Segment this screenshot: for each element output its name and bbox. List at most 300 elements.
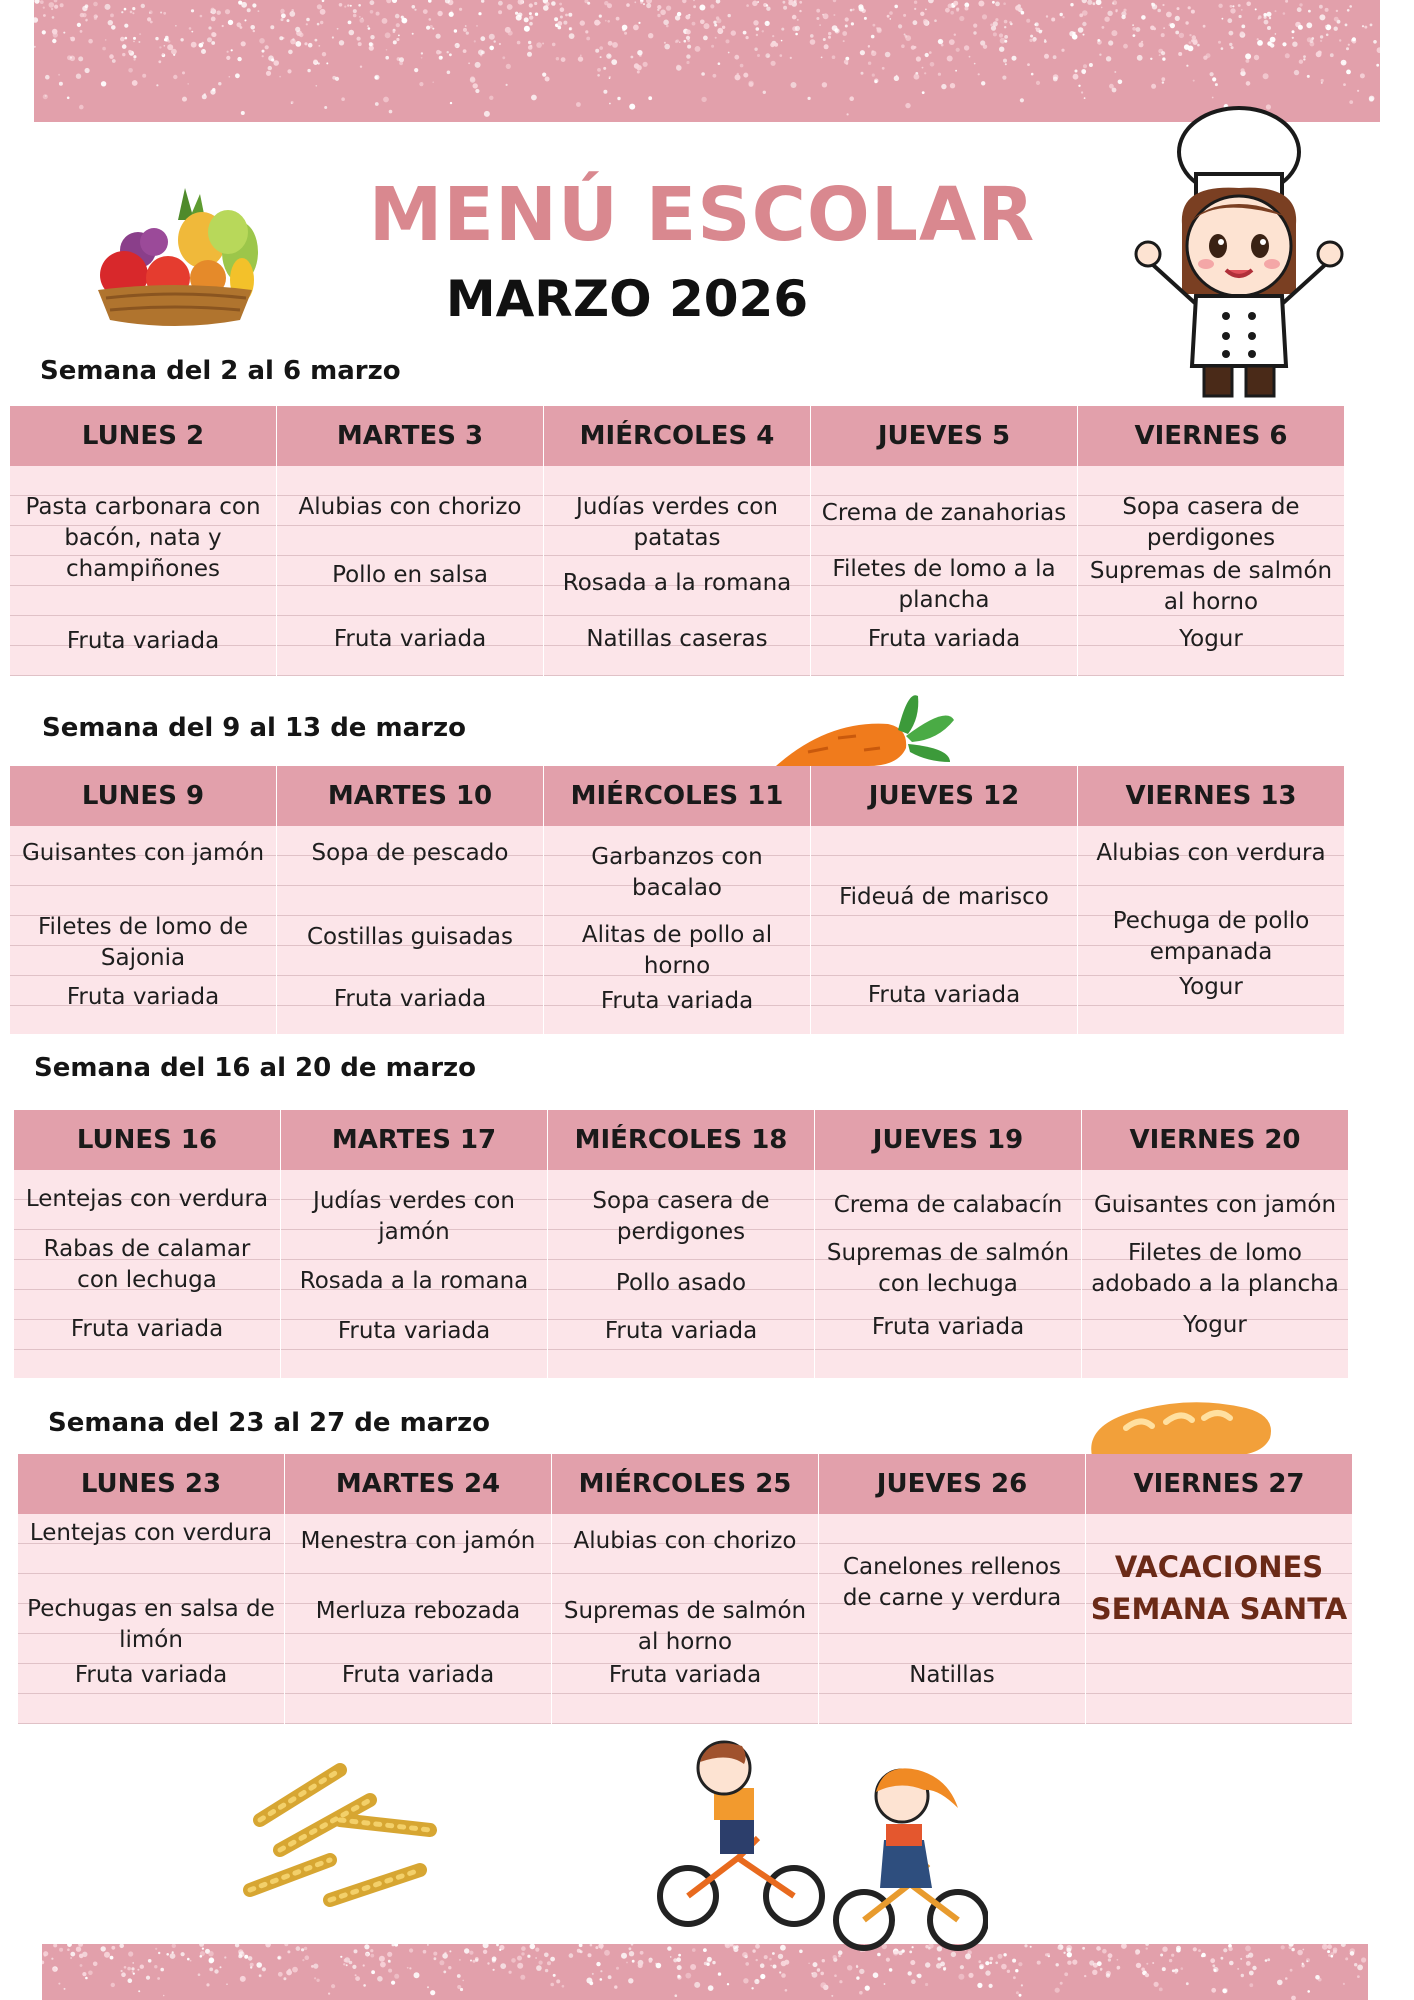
first-course: Alubias con verdura (1096, 840, 1326, 866)
confetti-dot (506, 64, 511, 69)
confetti-dot (268, 66, 272, 70)
confetti-dot (359, 18, 364, 23)
confetti-dot (1112, 2, 1114, 4)
first-course: Lentejas con verdura (29, 1520, 273, 1546)
confetti-dot (856, 1976, 859, 1979)
confetti-dot (370, 1954, 374, 1958)
confetti-dot (484, 111, 490, 117)
confetti-dot (1102, 1949, 1107, 1954)
holiday-notice: VACACIONES SEMANA SANTA (1090, 1550, 1348, 1626)
confetti-dot (122, 44, 127, 49)
confetti-dot (360, 66, 362, 68)
confetti-dot (1299, 60, 1303, 64)
confetti-dot (124, 24, 128, 28)
confetti-dot (664, 44, 670, 50)
confetti-dot (498, 10, 502, 14)
confetti-dot (1319, 14, 1325, 20)
day-menu (14, 1170, 280, 1378)
confetti-dot (1328, 1954, 1331, 1957)
confetti-dot (607, 20, 610, 23)
day-cell (277, 766, 543, 1034)
confetti-dot (133, 58, 135, 60)
confetti-dot (998, 1954, 1003, 1959)
confetti-dot (701, 72, 705, 76)
confetti-dot (1376, 64, 1379, 67)
day-menu (819, 1514, 1085, 1724)
confetti-dot (247, 8, 251, 12)
confetti-dot (1004, 20, 1008, 24)
confetti-dot (304, 42, 307, 45)
second-course: Supremas de salmón con lechuga (826, 1240, 1070, 1297)
confetti-dot (916, 56, 921, 61)
confetti-dot (455, 43, 460, 48)
confetti-dot (1159, 1988, 1163, 1992)
confetti-dot (1039, 30, 1042, 33)
confetti-dot (1121, 15, 1125, 19)
confetti-dot (1070, 3, 1073, 6)
confetti-dot (459, 8, 462, 11)
second-course: Filetes de lomo a la plancha (832, 556, 1056, 613)
confetti-dot (42, 30, 46, 34)
confetti-dot (344, 1959, 348, 1963)
day-cell (544, 766, 810, 1034)
confetti-dot (1067, 1961, 1071, 1965)
confetti-dot (439, 56, 443, 60)
confetti-dot (524, 26, 530, 32)
confetti-dot (1350, 1951, 1355, 1956)
confetti-dot (1141, 41, 1143, 43)
confetti-dot (960, 1965, 964, 1969)
confetti-dot (629, 104, 635, 110)
confetti-dot (1150, 58, 1152, 60)
confetti-dot (985, 1970, 990, 1975)
confetti-dot (54, 5, 58, 9)
confetti-dot (1348, 44, 1350, 46)
confetti-dot (1097, 1961, 1102, 1966)
confetti-dot (1189, 41, 1192, 44)
confetti-dot (475, 1959, 478, 1962)
confetti-dot (159, 46, 161, 48)
confetti-dot (599, 15, 602, 18)
confetti-dot (823, 38, 826, 41)
confetti-dot (580, 55, 582, 57)
confetti-dot (1087, 0, 1092, 5)
confetti-dot (929, 51, 932, 54)
confetti-dot (686, 54, 690, 58)
confetti-dot (296, 1946, 301, 1951)
confetti-dot (657, 14, 660, 17)
confetti-dot (439, 1960, 444, 1965)
confetti-dot (1232, 5, 1234, 7)
confetti-dot (499, 43, 501, 45)
confetti-dot (141, 4, 145, 8)
confetti-dot (421, 57, 423, 59)
confetti-dot (481, 51, 485, 55)
confetti-dot (965, 7, 969, 11)
confetti-dot (636, 65, 641, 70)
confetti-dot (442, 1953, 448, 1959)
confetti-dot (677, 1975, 680, 1978)
confetti-dot (270, 25, 274, 29)
confetti-dot (1241, 25, 1245, 29)
confetti-dot (956, 9, 959, 12)
confetti-dot (518, 0, 524, 5)
day-header: MARTES 17 (281, 1110, 547, 1170)
day-header: LUNES 2 (10, 406, 276, 466)
confetti-dot (474, 40, 476, 42)
confetti-dot (149, 10, 153, 14)
dessert: Yogur (1179, 974, 1243, 1000)
confetti-dot (110, 14, 114, 18)
confetti-dot (1307, 1990, 1310, 1993)
confetti-dot (693, 0, 695, 1)
confetti-dot (306, 23, 308, 25)
confetti-dot (1230, 5, 1233, 8)
confetti-dot (1146, 1963, 1148, 1965)
confetti-dot (1334, 17, 1339, 22)
confetti-dot (908, 1971, 912, 1975)
confetti-dot (426, 26, 430, 30)
confetti-dot (598, 1944, 603, 1949)
confetti-dot (795, 33, 798, 36)
confetti-dot (1162, 57, 1165, 60)
confetti-dot (1241, 9, 1243, 11)
confetti-dot (682, 0, 686, 3)
confetti-dot (131, 1967, 134, 1970)
confetti-dot (347, 4, 349, 6)
confetti-dot (214, 1969, 218, 1973)
confetti-dot (459, 1959, 461, 1961)
confetti-dot (752, 1, 758, 7)
confetti-dot (132, 1962, 134, 1964)
confetti-dot (154, 1965, 157, 1968)
confetti-dot (616, 1967, 619, 1970)
day-header: MARTES 10 (277, 766, 543, 826)
confetti-dot (710, 4, 714, 8)
confetti-dot (686, 36, 690, 40)
confetti-dot (44, 1954, 47, 1957)
confetti-dot (302, 1959, 304, 1961)
first-course: Judías verdes con jamón (313, 1188, 515, 1245)
confetti-dot (40, 0, 44, 4)
confetti-dot (279, 76, 281, 78)
confetti-dot (393, 40, 397, 44)
confetti-dot (1073, 74, 1079, 80)
confetti-dot (527, 52, 532, 57)
confetti-dot (1016, 1991, 1019, 1994)
confetti-dot (481, 0, 484, 3)
confetti-dot (398, 35, 400, 37)
confetti-dot (558, 26, 562, 30)
confetti-dot (289, 11, 295, 17)
confetti-dot (1212, 77, 1216, 81)
confetti-dot (1237, 1968, 1239, 1970)
confetti-dot (989, 1957, 993, 1961)
confetti-dot (531, 95, 537, 101)
confetti-dot (344, 6, 346, 8)
day-cell (281, 1110, 547, 1378)
confetti-dot (1044, 39, 1046, 41)
confetti-dot (624, 32, 627, 35)
confetti-dot (1282, 42, 1286, 46)
confetti-dot (1307, 37, 1312, 42)
day-cell (552, 1454, 818, 1724)
week-3-table (14, 1110, 1348, 1378)
confetti-dot (173, 75, 177, 79)
confetti-dot (305, 1955, 310, 1960)
confetti-dot (280, 9, 284, 13)
confetti-dot (1024, 1944, 1027, 1947)
confetti-dot (1083, 34, 1085, 36)
confetti-dot (1152, 1962, 1154, 1964)
confetti-dot (449, 1950, 451, 1952)
confetti-dot (978, 1, 984, 7)
confetti-dot (182, 71, 185, 74)
confetti-dot (877, 27, 882, 32)
confetti-dot (348, 21, 352, 25)
confetti-dot (609, 77, 611, 79)
confetti-dot (368, 27, 371, 30)
confetti-dot (375, 76, 378, 79)
confetti-dot (783, 1, 786, 4)
confetti-dot (832, 55, 836, 59)
confetti-dot (201, 49, 206, 54)
confetti-dot (370, 10, 374, 14)
confetti-dot (629, 1951, 634, 1956)
confetti-dot (355, 1974, 357, 1976)
confetti-dot (209, 1959, 214, 1964)
day-header: VIERNES 20 (1082, 1110, 1348, 1170)
confetti-dot (865, 1986, 870, 1991)
confetti-dot (1166, 12, 1172, 18)
confetti-dot (88, 1971, 93, 1976)
day-header: VIERNES 6 (1078, 406, 1344, 466)
confetti-dot (1003, 59, 1007, 63)
confetti-dot (122, 1973, 125, 1976)
confetti-dot (1246, 1961, 1251, 1966)
confetti-dot (496, 1944, 499, 1946)
confetti-dot (1082, 1947, 1085, 1950)
confetti-dot (1021, 11, 1025, 15)
confetti-dot (735, 74, 741, 80)
confetti-dot (973, 24, 977, 28)
dessert: Yogur (1183, 1312, 1247, 1338)
confetti-dot (304, 1947, 307, 1950)
confetti-dot (1111, 30, 1117, 36)
first-course: Crema de calabacín (833, 1192, 1063, 1218)
confetti-dot (1265, 1959, 1268, 1962)
confetti-dot (328, 1993, 330, 1995)
confetti-dot (664, 42, 666, 44)
confetti-dot (469, 1951, 473, 1955)
confetti-dot (922, 91, 925, 94)
confetti-dot (1004, 35, 1008, 39)
confetti-dot (637, 50, 642, 55)
confetti-dot (1084, 97, 1086, 99)
confetti-dot (1060, 1982, 1063, 1985)
confetti-dot (1015, 1969, 1018, 1972)
confetti-dot (1027, 63, 1030, 66)
confetti-dot (436, 34, 441, 39)
confetti-dot (950, 11, 954, 15)
confetti-dot (229, 76, 231, 78)
confetti-dot (253, 30, 255, 32)
confetti-dot (76, 1947, 81, 1952)
confetti-dot (677, 12, 681, 16)
confetti-dot (1096, 0, 1102, 5)
confetti-dot (524, 17, 529, 22)
confetti-dot (844, 60, 849, 65)
day-menu (544, 466, 810, 676)
confetti-dot (713, 21, 716, 24)
confetti-dot (462, 1980, 464, 1982)
confetti-dot (1175, 31, 1179, 35)
confetti-dot (1106, 1973, 1110, 1977)
confetti-dot (785, 1989, 788, 1992)
day-cell (1078, 406, 1344, 676)
confetti-dot (1009, 21, 1012, 24)
confetti-dot (239, 1951, 245, 1957)
week-2-table (10, 766, 1344, 1034)
confetti-dot (447, 51, 449, 53)
confetti-dot (633, 25, 639, 31)
confetti-dot (517, 1963, 523, 1969)
confetti-dot (414, 9, 416, 11)
first-course: Menestra con jamón (300, 1528, 536, 1554)
day-cell (10, 766, 276, 1034)
confetti-dot (1117, 1967, 1120, 1970)
day-cell (811, 406, 1077, 676)
confetti-dot (1117, 1959, 1119, 1961)
confetti-dot (754, 1979, 759, 1984)
confetti-dot (596, 1962, 600, 1966)
pasta-illustration (240, 1760, 450, 1920)
confetti-dot (925, 53, 929, 57)
confetti-dot (1349, 100, 1353, 104)
confetti-dot (578, 56, 583, 61)
confetti-dot (517, 41, 521, 45)
confetti-dot (576, 102, 581, 107)
confetti-dot (716, 0, 721, 4)
confetti-dot (938, 40, 941, 43)
confetti-dot (1152, 4, 1157, 9)
confetti-dot (1162, 4, 1164, 6)
confetti-dot (1192, 35, 1196, 39)
confetti-dot (1229, 31, 1234, 36)
second-course: Pechuga de pollo empanada (1112, 908, 1310, 965)
day-header: MARTES 3 (277, 406, 543, 466)
confetti-dot (349, 30, 355, 36)
confetti-dot (470, 76, 475, 81)
confetti-dot (157, 1977, 160, 1980)
confetti-dot (122, 53, 125, 56)
confetti-dot (1306, 22, 1312, 28)
confetti-dot (692, 22, 696, 26)
confetti-dot (638, 1963, 643, 1968)
confetti-dot (483, 1950, 487, 1954)
confetti-dot (713, 74, 717, 78)
confetti-dot (712, 1961, 715, 1964)
confetti-dot (316, 85, 318, 87)
confetti-dot (1178, 52, 1182, 56)
confetti-dot (506, 84, 508, 86)
confetti-dot (788, 0, 793, 5)
confetti-dot (1106, 56, 1111, 61)
confetti-dot (1083, 64, 1087, 68)
day-menu (548, 1170, 814, 1378)
confetti-dot (1019, 1994, 1022, 1997)
confetti-dot (318, 45, 320, 47)
confetti-dot (119, 1944, 124, 1948)
first-course: Alubias con chorizo (573, 1528, 797, 1554)
confetti-dot (621, 1953, 627, 1959)
confetti-dot (341, 97, 345, 101)
confetti-dot (1193, 80, 1195, 82)
confetti-dot (190, 1960, 192, 1962)
confetti-dot (560, 16, 563, 19)
second-course: Costillas guisadas (306, 924, 513, 950)
confetti-dot (94, 17, 97, 20)
confetti-dot (969, 56, 971, 58)
confetti-dot (200, 15, 203, 18)
confetti-dot (517, 1956, 522, 1961)
confetti-dot (604, 1950, 610, 1956)
confetti-dot (487, 1962, 489, 1964)
confetti-dot (534, 2, 537, 5)
confetti-dot (478, 12, 481, 15)
confetti-dot (278, 1956, 281, 1959)
confetti-dot (1327, 1944, 1332, 1949)
confetti-dot (828, 32, 831, 35)
confetti-dot (1346, 70, 1351, 75)
confetti-dot (822, 82, 827, 87)
confetti-dot (376, 12, 380, 16)
confetti-dot (78, 1944, 83, 1947)
confetti-dot (241, 111, 245, 115)
confetti-dot (281, 18, 284, 21)
confetti-dot (1179, 33, 1184, 38)
confetti-dot (580, 1950, 583, 1953)
confetti-dot (1211, 1988, 1216, 1993)
confetti-dot (409, 1948, 413, 1952)
day-header: MIÉRCOLES 25 (552, 1454, 818, 1514)
confetti-dot (133, 37, 136, 40)
confetti-dot (326, 62, 328, 64)
confetti-dot (258, 10, 260, 12)
confetti-dot (1151, 84, 1156, 89)
confetti-dot (1264, 16, 1267, 19)
confetti-dot (859, 1991, 863, 1995)
confetti-dot (248, 1956, 253, 1961)
confetti-dot (392, 0, 397, 3)
confetti-dot (128, 1978, 133, 1983)
confetti-dot (590, 1944, 593, 1946)
confetti-dot (199, 43, 204, 48)
confetti-dot (1364, 26, 1367, 29)
second-course: Rosada a la romana (299, 1268, 529, 1294)
confetti-dot (429, 18, 432, 21)
day-header: JUEVES 19 (815, 1110, 1081, 1170)
confetti-dot (1249, 1983, 1253, 1987)
confetti-dot (427, 1944, 429, 1946)
confetti-dot (77, 23, 81, 27)
confetti-dot (1229, 1961, 1234, 1966)
confetti-dot (1150, 26, 1155, 31)
second-course: Filetes de lomo adobado a la plancha (1091, 1240, 1339, 1297)
confetti-dot (1291, 1996, 1296, 2000)
confetti-dot (432, 81, 434, 83)
confetti-dot (872, 74, 875, 77)
